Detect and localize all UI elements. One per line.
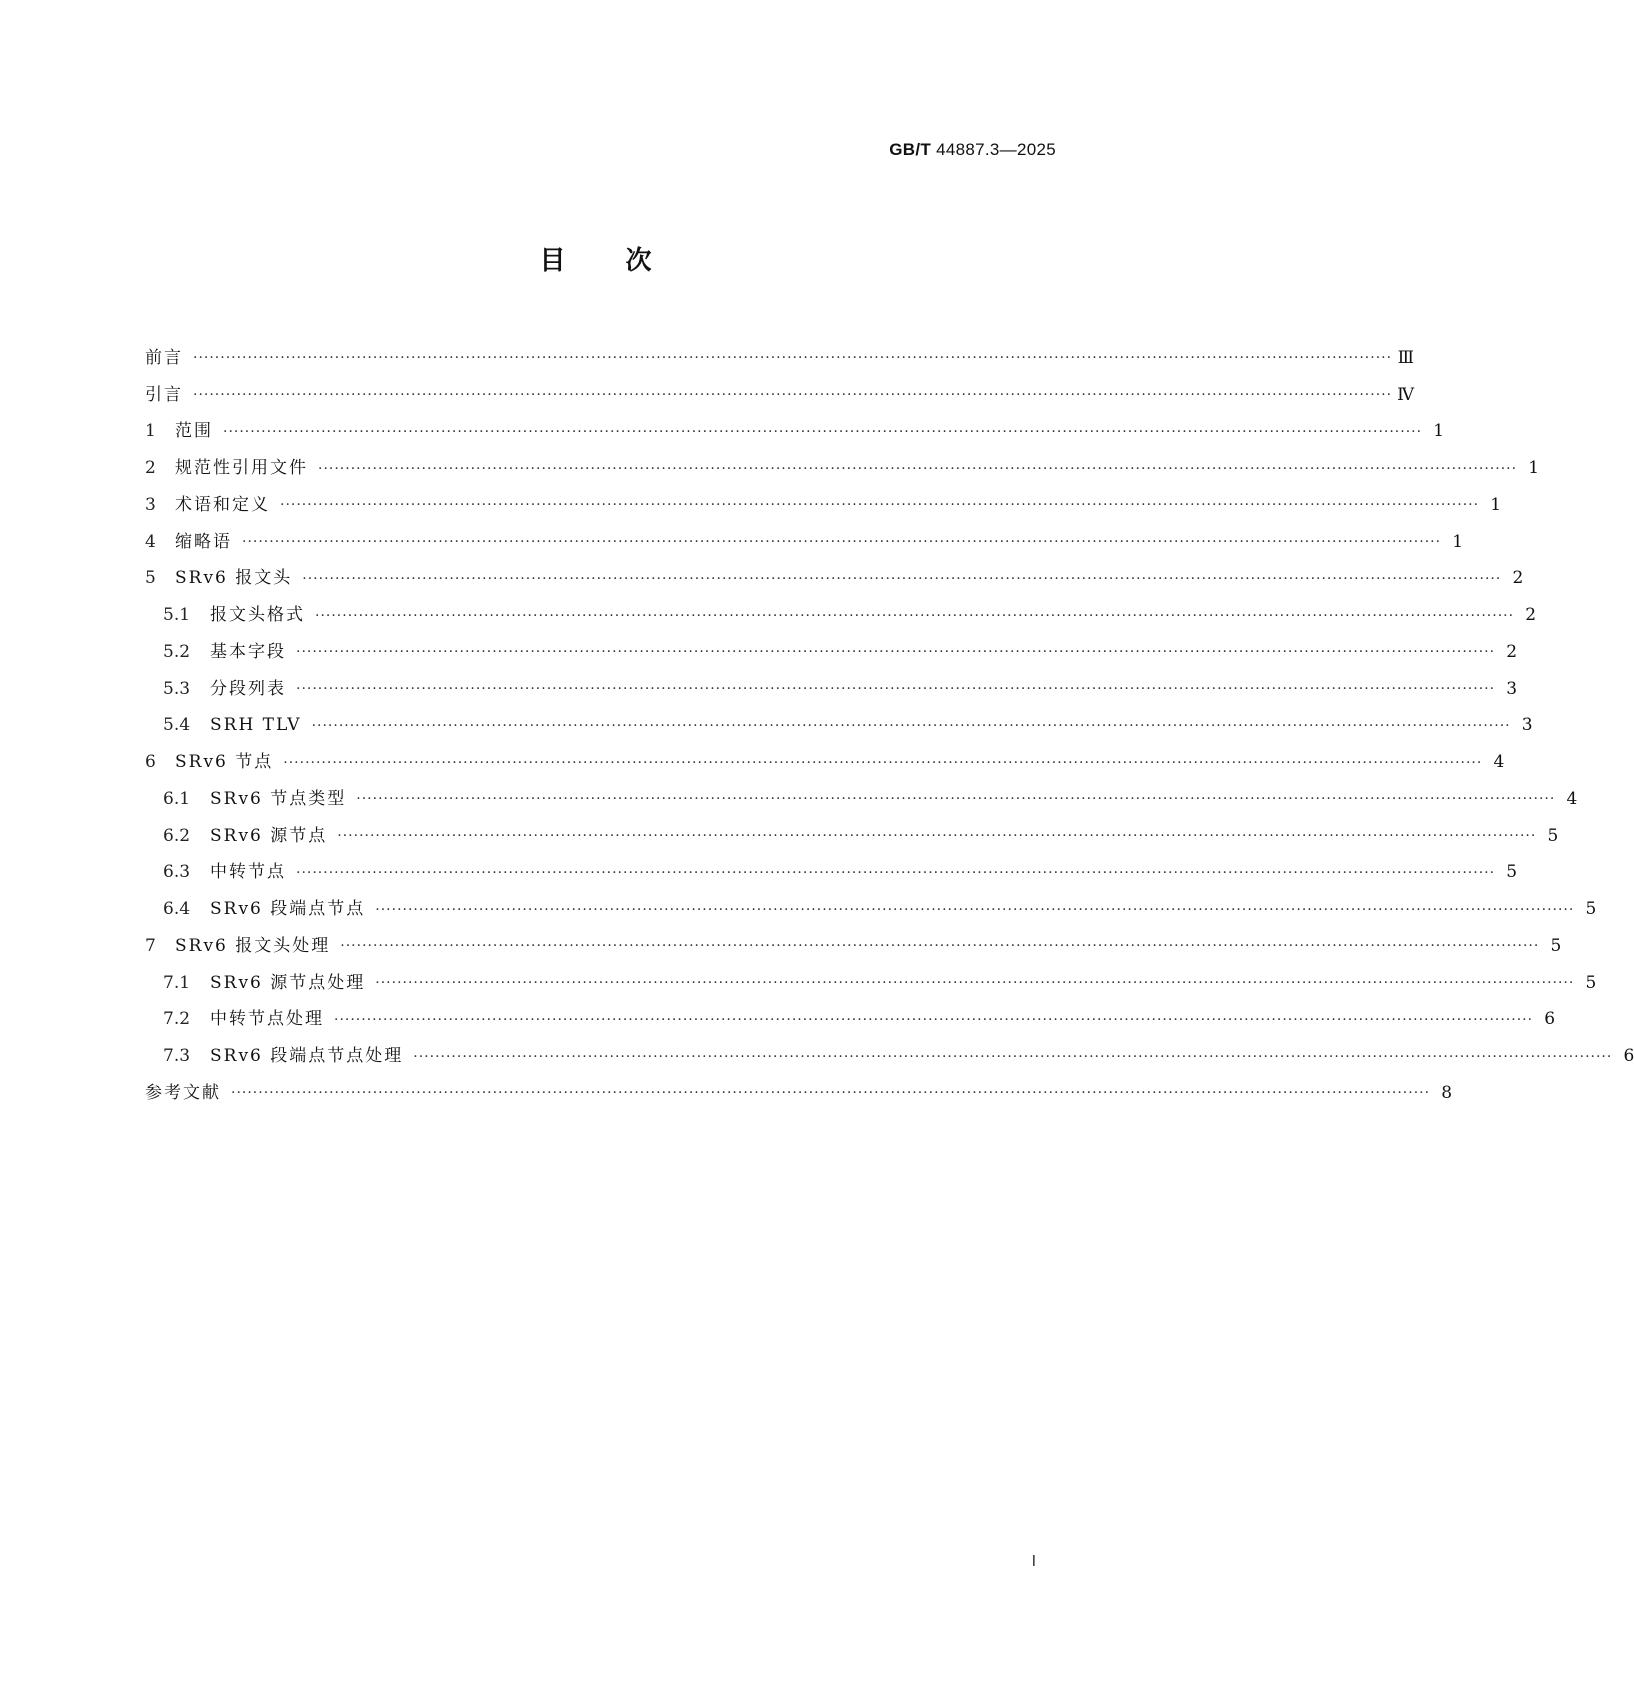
dot-leader: ···························································································································································································································· [318,460,1518,477]
toc-entry-page: 5 [1506,862,1518,883]
toc-entry[interactable] [145,597,1537,634]
toc-entry[interactable] [145,1002,1556,1039]
toc-entry[interactable] [145,414,1445,451]
toc-entry-number: 6.4 [163,899,191,920]
toc-entry[interactable] [145,487,1502,524]
dot-leader: ···························································································································································································································· [337,828,1537,845]
toc-entry[interactable] [145,708,1533,745]
toc-entry-title: 报文头格式 [210,605,305,626]
toc-entry-number: 5 [145,568,156,589]
toc-entry-title: SRv6 段端点节点 [210,899,366,920]
toc-entry[interactable] [145,1075,1453,1112]
toc-entry-number: 6.3 [163,862,191,883]
toc-title: 目次 [539,246,712,276]
dot-leader: ···························································································································································································································· [413,1048,1613,1065]
toc-entry-title: 基本字段 [210,641,286,662]
toc-entry-page: 2 [1512,568,1524,589]
toc-entry-title: SRH TLV [210,715,302,736]
toc-entry-title: 规范性引用文件 [175,458,308,479]
toc-entry-number: 5.1 [163,605,191,626]
dot-leader: ···························································································································································································································· [242,534,1442,551]
toc-entry-title: SRv6 报文头 [175,568,293,589]
toc-entry-page: 6 [1544,1009,1556,1030]
dot-leader: ···························································································································································································································· [296,864,1496,881]
toc-entry-title: 引言 [145,384,183,405]
toc-entry-title: 中转节点 [210,862,286,883]
toc-entry-number: 5.3 [163,678,191,699]
toc-entry-number: 5.2 [163,641,191,662]
toc-entry-number: 7.3 [163,1046,191,1067]
toc-entry[interactable] [145,377,1415,414]
toc-entry-title: SRv6 节点 [175,752,274,773]
toc-entry[interactable] [145,450,1540,487]
dot-leader: ···························································································································································································································· [311,717,1511,734]
toc-entry-page: 8 [1441,1082,1453,1103]
footer-page-number: Ⅰ [1031,1554,1036,1570]
toc-entry[interactable] [145,634,1518,671]
standard-prefix: GB/T [889,140,932,159]
toc-entry[interactable] [145,744,1505,781]
toc-entry-page: 4 [1566,788,1578,809]
toc-entry-page: 3 [1521,715,1533,736]
dot-leader: ···························································································································································································································· [283,754,1483,771]
toc-entry-title: SRv6 节点类型 [210,788,347,809]
dot-leader: ···························································································································································································································· [193,387,1393,404]
standard-number: 44887.3—2025 [931,140,1056,159]
toc-entry[interactable] [145,781,1578,818]
toc-entry-number: 6.2 [163,825,191,846]
toc-entry[interactable] [145,1038,1634,1075]
toc-entry[interactable] [145,965,1597,1002]
toc-entry[interactable] [145,928,1562,965]
dot-leader: ···························································································································································································································· [302,570,1502,587]
dot-leader: ···························································································································································································································· [296,644,1496,661]
standard-code [889,140,1056,160]
toc-entry-title: 中转节点处理 [210,1009,324,1030]
toc-entry-title: 缩略语 [175,531,232,552]
toc-entry-number: 2 [145,458,156,479]
dot-leader: ···························································································································································································································· [315,607,1515,624]
toc-entry-page: 1 [1490,494,1502,515]
toc-entry-title: 前言 [145,347,183,368]
dot-leader: ···························································································································································································································· [296,681,1496,698]
toc-entry-page: 5 [1585,899,1597,920]
toc-entry-number: 1 [145,421,156,442]
toc-entry-number: 7.1 [163,972,191,993]
toc-entry-title: SRv6 源节点 [210,825,328,846]
toc-entry-page: 2 [1525,605,1537,626]
toc-entry-title: 术语和定义 [175,494,270,515]
toc-entry-number: 5.4 [163,715,191,736]
toc-entry[interactable] [145,340,1415,377]
toc-entry-title: 分段列表 [210,678,286,699]
toc-entry-page: 3 [1506,678,1518,699]
toc-entry-page: Ⅲ [1397,347,1415,368]
dot-leader: ···························································································································································································································· [340,938,1540,955]
toc-entry-title: 参考文献 [145,1082,221,1103]
toc-entry[interactable] [145,561,1524,598]
dot-leader: ···························································································································································································································· [231,1085,1431,1102]
toc-entry-page: 2 [1506,641,1518,662]
toc-entry[interactable] [145,524,1464,561]
dot-leader: ···························································································································································································································· [356,791,1556,808]
toc-entry-title: 范围 [175,421,213,442]
toc-entry-page: 5 [1585,972,1597,993]
dot-leader: ···························································································································································································································· [193,350,1393,367]
dot-leader: ···························································································································································································································· [280,497,1480,514]
toc-entry-number: 6.1 [163,788,191,809]
dot-leader: ···························································································································································································································· [375,975,1575,992]
dot-leader: ···························································································································································································································· [223,423,1423,440]
table-of-contents [145,340,1634,1112]
toc-entry-title: SRv6 报文头处理 [175,935,331,956]
dot-leader: ···························································································································································································································· [334,1011,1534,1028]
toc-entry-page: 6 [1623,1046,1634,1067]
toc-entry[interactable] [145,855,1518,892]
toc-entry-page: 1 [1528,458,1540,479]
toc-entry-page: 1 [1433,421,1445,442]
toc-entry-page: 5 [1547,825,1559,846]
toc-entry-page: 5 [1550,935,1562,956]
toc-entry-number: 7.2 [163,1009,191,1030]
dot-leader: ···························································································································································································································· [375,901,1575,918]
toc-entry-number: 4 [145,531,156,552]
toc-entry-number: 7 [145,935,156,956]
toc-entry-page: Ⅳ [1397,384,1415,405]
toc-entry-title: SRv6 段端点节点处理 [210,1046,404,1067]
toc-entry-number: 3 [145,494,156,515]
toc-entry-title: SRv6 源节点处理 [210,972,366,993]
toc-entry[interactable] [145,671,1518,708]
toc-entry-page: 4 [1493,752,1505,773]
toc-entry[interactable] [145,818,1559,855]
toc-entry-page: 1 [1452,531,1464,552]
toc-entry[interactable] [145,891,1597,928]
toc-entry-number: 6 [145,752,156,773]
